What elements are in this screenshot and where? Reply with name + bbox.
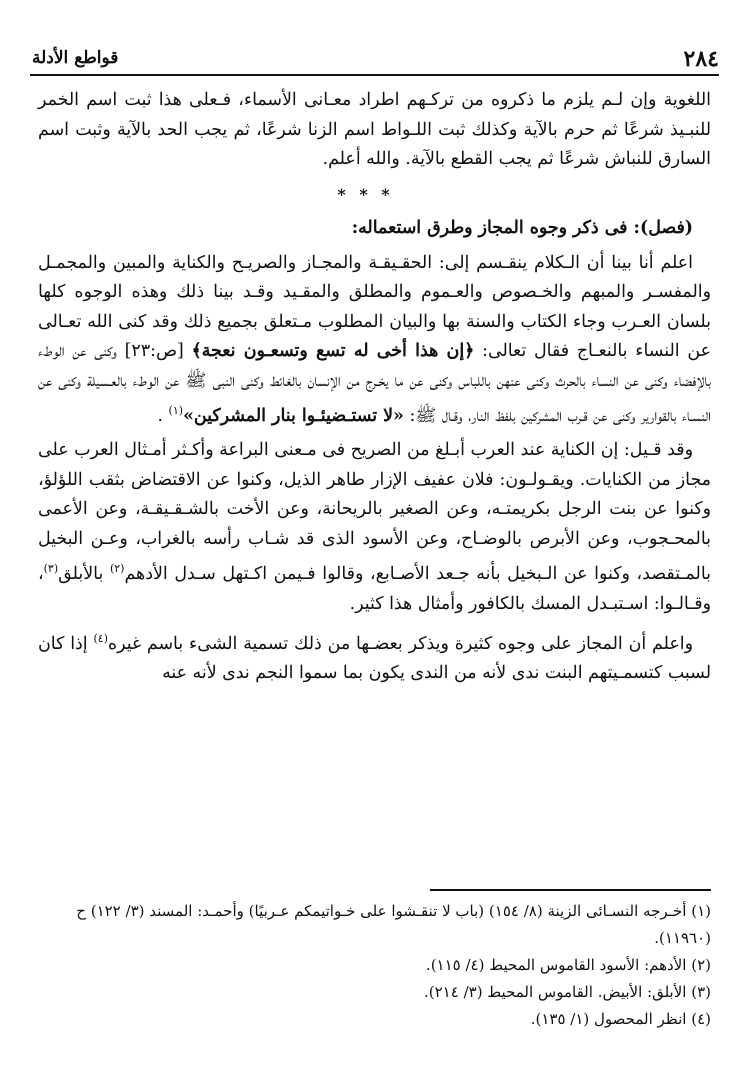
footnote-4: (٤) انظر المحصول (١/ ١٣٥). [530,1010,711,1028]
footnote-marker: (١) [168,404,184,417]
footnotes [38,898,711,1033]
footnote-marker: (٣) [43,562,59,576]
paragraph-majaz [38,624,711,689]
paragraph-kinaya [38,436,711,619]
paragraph-text: إذا كان لسبب كتسمـيتهم البنت ندى لأنه من الندى يكون بما سموا النجم ندى لأنه عنه [38,633,711,684]
paragraph-text: . [157,405,169,426]
page-header [30,40,719,76]
paragraph-text: ، وقـالـوا: اسـتبـدل المسك بالكافور وأمثال هذا كثير. [38,564,711,614]
paragraph-text: بالأبلق [58,564,110,585]
footnote-marker: (٢) [109,562,125,576]
footnote-3: (٣) الأبلق: الأبيض. القاموس المحيط (٣/ ٢١٤). [424,983,711,1001]
footnote-2: (٢) الأدهم: الأسود القاموس المحيط (٤/ ١١٥). [425,956,711,974]
footnote-marker: (٤) [93,632,108,646]
section-separator: * * * [337,184,394,204]
main-text [38,86,711,694]
paragraph-text: وقد قـيل: إن الكناية عند العرب أبـلغ من الصريح فى مـعنى البراعة وأكـثر أمـثال العرب على مجاز من الكنايات. ويقـولـون: فلان عفيف الإزار طاهر الذيل، وكنوا عن الاقتضاض بثقب اللؤلؤ، وكنوا عن بنت الرجل بكريمتـه، وعن الصغير بالريحانة، وعن الأخت بالشـقـيقـة، وعن الأعمى بالمحـجوب، وعن الأبرص بالوضـاح، وعن الأسود الذى قد شـاب رأسه بالغراب، وعـن البخيل بالمـتقصد، وكنوا عن الـبخيل بأنه جـعد الأصـابع، وقالوا فـيمن اكـتهل سـدل الأدهم [38,440,711,585]
paragraph-text: واعلم أن المجاز على وجوه كثيرة ويذكر بعضـها من ذلك تسمية الشىء باسم غيره [108,633,693,654]
paragraph-text: [ص:٢٣] وكنى عن الوطء بالإفضاء وكنى عن النساء بالحرث وكنى عنهن باللباس وكنى عن ما يخـرج من الإنسان بالغائط وكنى النبى ﷺ عن الوطء بالعـسيلة وكنى عن النسـاء بالقوارير وكنى عن قـرب المشركين بلفظ النار، وقـال ﷺ: [38,341,711,426]
paragraph-intro: اللغوية وإن لـم يلزم ما ذكروه من تركـهم اطراد معـانى الأسماء، فـعلى هذا ثبت اسم الخمر للنبـيذ شرعًا ثم حرم بالآية وكذلك ثبت اللـواط اسم الزنا شرعًا، ثم يجب الحد بالآية وثبت اسم السارق للنباش شرعًا ثم يجب القطع بالآية. والله أعلم. [38,90,711,169]
hadith-quote: «لا تستـضيئـوا بنار المشركين» [183,405,404,426]
section-heading: (فصل): فى ذكر وجوه المجاز وطرق استعماله: [351,218,693,238]
footnote-separator [430,889,711,891]
paragraph-text: اعلم أنا بينا أن الـكلام ينقـسم إلى: الحقـيقـة والمجـاز والصريـح والكناية والمبين والمجمـل والمفسـر والمبهم والخـصوص والعـموم والمطلق والمقـيد وقـد بينا ذلك وهذه الوجوه كلها بلسان العـرب وجاء الكتاب والسنة بها والبيان المطلوب مـتعلق بجميع ذلك وقد كنى الله تعـالى عن النساء بالنعـاج فقال تعالى: [38,252,711,361]
quran-quote: ﴿إن هذا أخى له تسع وتسعـون نعجة﴾ [191,341,475,361]
running-title: قواطع الأدلة [32,48,119,68]
page-number: ٢٨٤ [683,46,719,72]
footnote-1: (١) أخـرجه النسـائى الزينة (٨/ ١٥٤) (باب لا تنقـشوا على خـواتيمكم عـربيًا) وأحمـد: المسند (٣/ ١٢٢) ح (١١٩٦٠). [76,902,711,947]
paragraph-kinds-of-speech [38,249,711,432]
